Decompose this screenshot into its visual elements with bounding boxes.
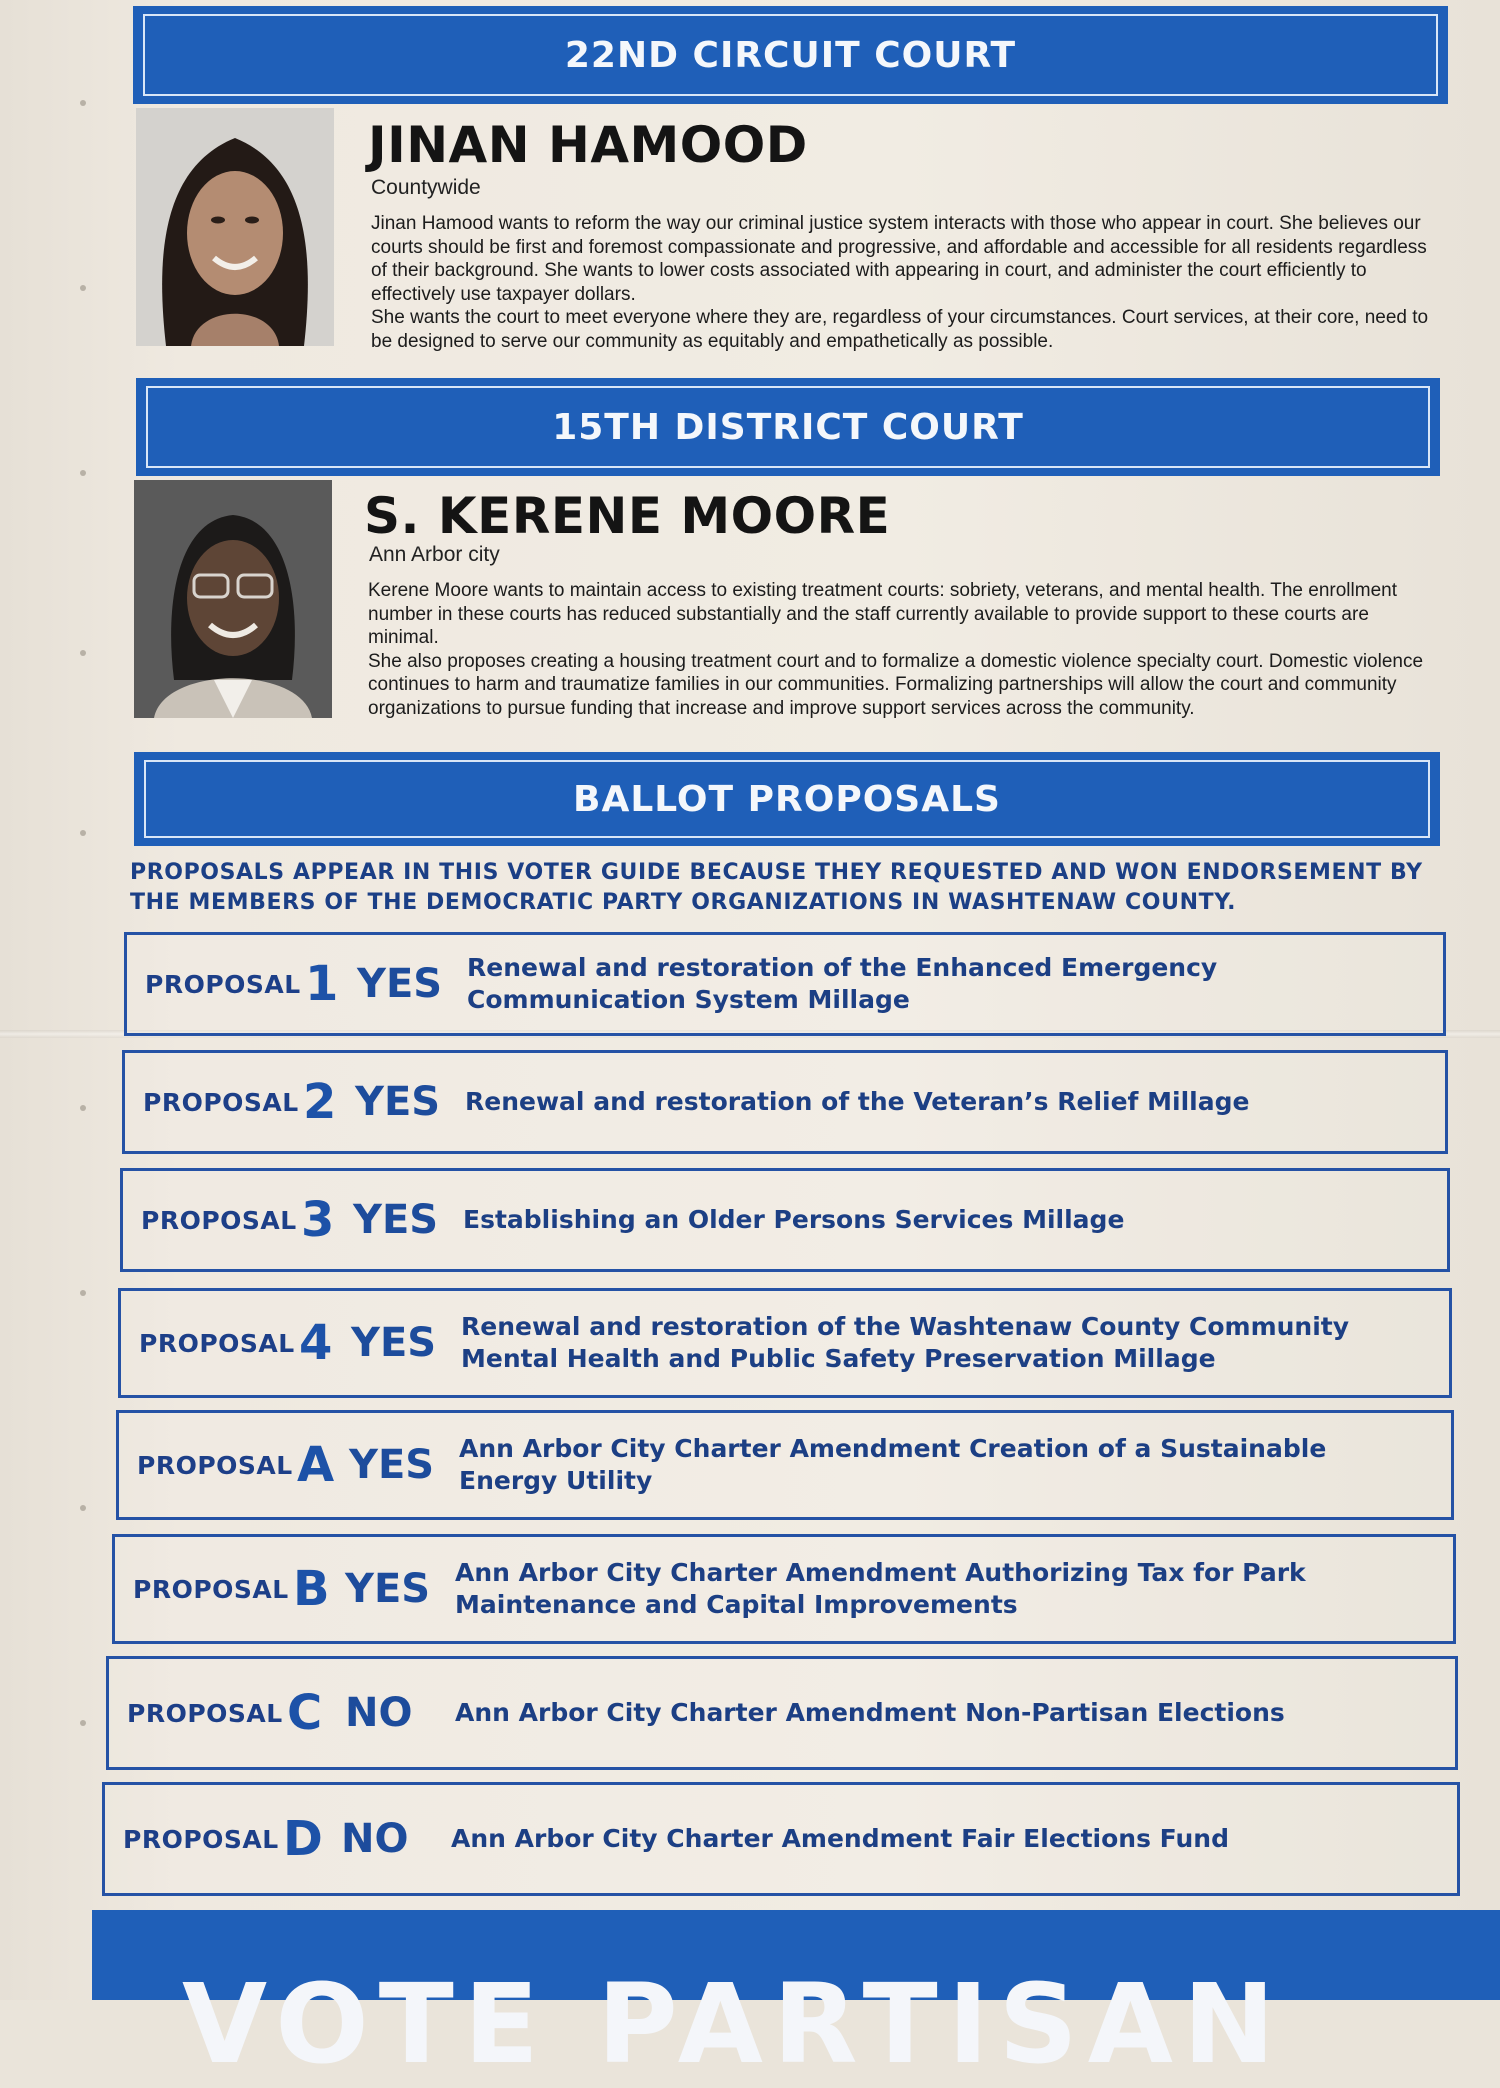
section-title: 15TH DISTRICT COURT <box>552 406 1024 448</box>
proposal-label: PROPOSAL <box>143 1087 299 1117</box>
candidate-district: Countywide <box>371 176 481 199</box>
proposal-vote: YES <box>349 1442 435 1488</box>
proposal-id: 3 <box>301 1192 335 1248</box>
portrait-image <box>134 480 332 718</box>
proposal-label: PROPOSAL <box>137 1450 293 1480</box>
proposal-row <box>120 1168 1450 1272</box>
section-banner-district-court <box>136 378 1440 476</box>
proposal-label: PROPOSAL <box>123 1824 279 1854</box>
proposal-id: C <box>287 1685 323 1741</box>
proposal-label: PROPOSAL <box>127 1698 283 1728</box>
bio-paragraph: Jinan Hamood wants to reform the way our criminal justice system interacts with those who appear in court. She believes our courts should be first and foremost compassionate and progressive, and affordable and accessible for all residents regardless of their background. She wants to lower costs associated with appearing in court, and administer the court efficiently to effectively use taxpayer dollars. <box>371 213 1427 305</box>
proposal-id: A <box>297 1437 335 1493</box>
proposal-id: 4 <box>299 1315 333 1371</box>
proposal-description: Ann Arbor City Charter Amendment Authorizing Tax for Park Maintenance and Capital Improvements <box>455 1558 1306 1619</box>
candidate-photo <box>134 480 332 718</box>
proposal-label: PROPOSAL <box>133 1574 289 1604</box>
candidate-name: JINAN HAMOOD <box>368 116 808 174</box>
candidate-district: Ann Arbor city <box>369 543 500 566</box>
proposal-description: Establishing an Older Persons Services Millage <box>463 1205 1125 1234</box>
candidate-bio <box>371 212 1431 353</box>
proposal-row <box>124 932 1446 1036</box>
candidate-bio <box>368 579 1428 720</box>
bio-paragraph: She wants the court to meet everyone where they are, regardless of your circumstances. Court services, at their core, need to be designed to serve our community as equitably and empathetically as possible. <box>371 307 1429 352</box>
proposal-label: PROPOSAL <box>139 1328 295 1358</box>
proposal-description: Renewal and restoration of the Enhanced Emergency Communication System Millage <box>467 953 1218 1014</box>
proposal-vote: YES <box>353 1197 439 1243</box>
proposal-id: 1 <box>305 956 339 1012</box>
proposal-row <box>106 1656 1458 1770</box>
proposal-row <box>102 1782 1460 1896</box>
section-banner-ballot-proposals <box>134 752 1440 846</box>
proposal-id: 2 <box>303 1074 337 1130</box>
proposal-row <box>122 1050 1448 1154</box>
candidate-name: S. KERENE MOORE <box>364 487 891 545</box>
proposal-row <box>112 1534 1456 1644</box>
proposal-vote: YES <box>355 1079 441 1125</box>
proposal-vote: YES <box>357 961 443 1007</box>
proposal-description: Ann Arbor City Charter Amendment Creation of a Sustainable Energy Utility <box>459 1434 1327 1495</box>
proposal-label: PROPOSAL <box>141 1205 297 1235</box>
bio-paragraph: Kerene Moore wants to maintain access to existing treatment courts: sobriety, veterans, and mental health. The enrollment number in these courts has reduced substantially and the staff currently available to provide support to these courts are minimal. <box>368 580 1397 648</box>
proposal-description: Ann Arbor City Charter Amendment Fair Elections Fund <box>451 1824 1229 1853</box>
portrait-image <box>136 108 334 346</box>
candidate-photo <box>136 108 334 346</box>
proposal-vote: NO <box>345 1690 413 1736</box>
footer-headline: VOTE PARTISAN <box>182 1960 1285 2088</box>
proposal-row <box>116 1410 1454 1520</box>
proposal-description: Ann Arbor City Charter Amendment Non-Partisan Elections <box>455 1698 1285 1727</box>
section-title: BALLOT PROPOSALS <box>573 778 1001 820</box>
section-title: 22ND CIRCUIT COURT <box>564 34 1017 76</box>
proposals-intro: PROPOSALS APPEAR IN THIS VOTER GUIDE BECAUSE THEY REQUESTED AND WON ENDORSEMENT BY THE MEMBERS OF THE DEMOCRATIC PARTY ORGANIZATIONS IN WASHTENAW COUNTY. <box>130 860 1423 915</box>
proposal-vote: YES <box>345 1566 431 1612</box>
proposal-vote: YES <box>351 1320 437 1366</box>
footer-banner <box>92 1910 1500 2088</box>
proposal-description: Renewal and restoration of the Veteran’s Relief Millage <box>465 1087 1250 1116</box>
section-banner-circuit-court <box>133 6 1448 104</box>
proposal-description: Renewal and restoration of the Washtenaw County Community Mental Health and Public Safety Preservation Millage <box>461 1312 1350 1373</box>
proposal-row <box>118 1288 1452 1398</box>
proposal-vote: NO <box>341 1816 409 1862</box>
proposal-label: PROPOSAL <box>145 969 301 999</box>
proposal-id: D <box>283 1811 323 1867</box>
bio-paragraph: She also proposes creating a housing treatment court and to formalize a domestic violence specialty court. Domestic violence continues to harm and traumatize families in our communities. Formalizing partnerships will allow the court and community organizations to pursue funding that increase and improve support services across the community. <box>368 650 1424 719</box>
proposal-id: B <box>293 1561 330 1617</box>
